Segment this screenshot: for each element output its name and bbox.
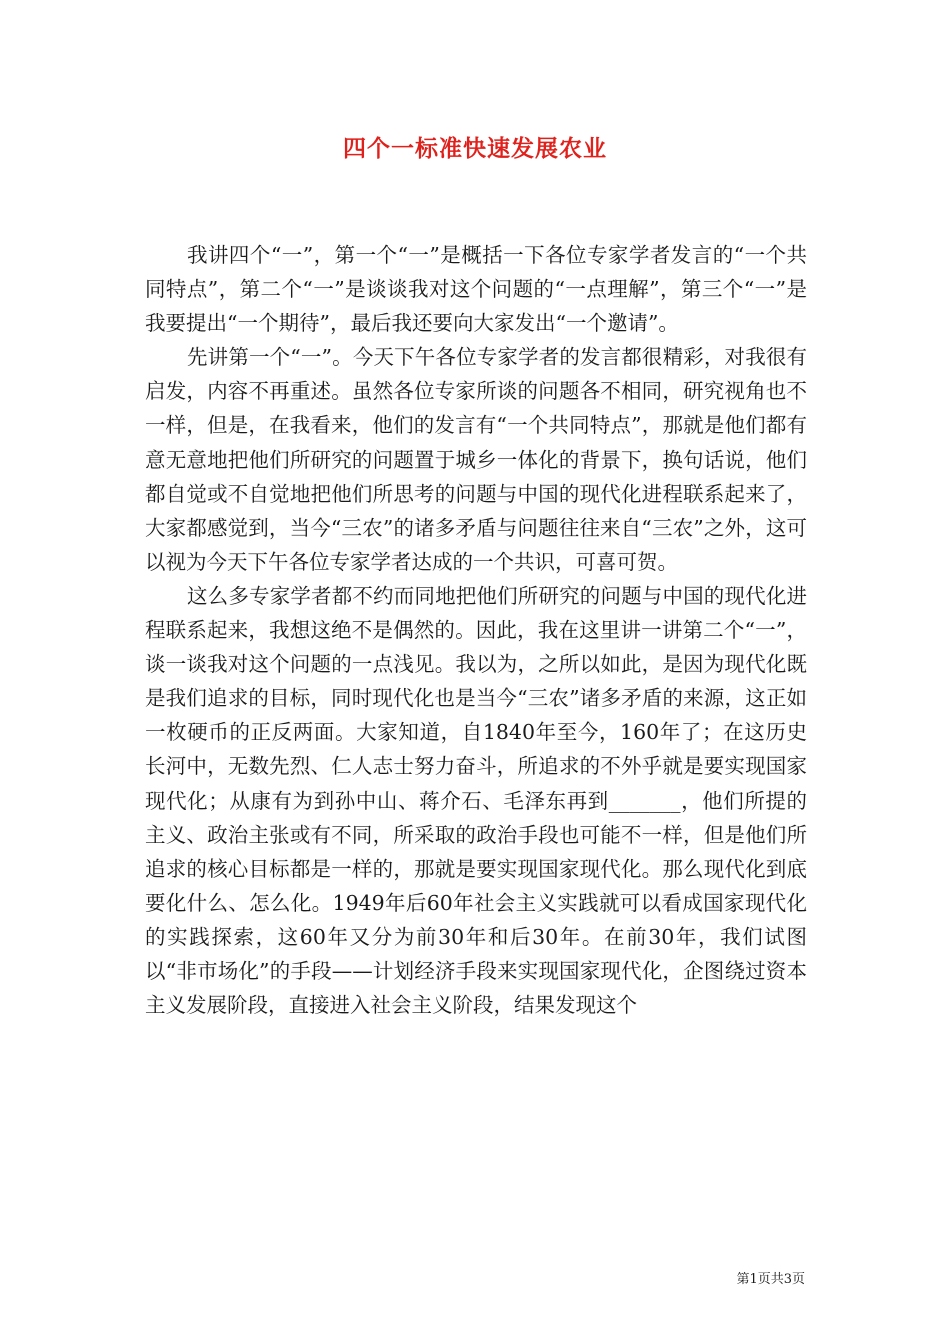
document-body bbox=[145, 238, 807, 1022]
document-title: 四个一标准快速发展农业 bbox=[343, 135, 607, 162]
paragraph-2: 先讲第一个“一”。今天下午各位专家学者的发言都很精彩，对我很有启发，内容不再重述。虽然各位专家所谈的问题各不相同，研究视角也不一样，但是，在我看来，他们的发言有“一个共同特点”，那就是他们都有意无意地把他们所研究的问题置于城乡一体化的背景下，换句话说，他们都自觉或不自觉地把他们所思考的问题与中国的现代化进程联系起来了，大家都感觉到，当今“三农”的诸多矛盾与问题往往来自“三农”之外，这可以视为今天下午各位专家学者达成的一个共识，可喜可贺。 bbox=[145, 345, 807, 574]
paragraph-3: 这么多专家学者都不约而同地把他们所研究的问题与中国的现代化进程联系起来，我想这绝不是偶然的。因此，我在这里讲一讲第二个“一”，谈一谈我对这个问题的一点浅见。我以为，之所以如此，是因为现代化既是我们追求的目标，同时现代化也是当今“三农”诸多矛盾的来源，这正如一枚硬币的正反两面。大家知道，自1840年至今，160年了；在这历史长河中，无数先烈、仁人志士努力奋斗，所追求的不外乎就是要实现国家现代化；从康有为到孙中山、蒋介石、毛泽东再到_______，他们所提的主义、政治主张或有不同，所采取的政治手段也可能不一样，但是他们所追求的核心目标都是一样的，那就是要实现国家现代化。那么现代化到底要化什么、怎么化。1949年后60年社会主义实践就可以看成国家现代化的实践探索，这60年又分为前30年和后30年。在前30年，我们试图以“非市场化”的手段——计划经济手段来实现国家现代化，企图绕过资本主义发展阶段，直接进入社会主义阶段，结果发现这个 bbox=[145, 583, 807, 1018]
paragraph-1: 我讲四个“一”，第一个“一”是概括一下各位专家学者发言的“一个共同特点”，第二个“一”是谈谈我对这个问题的“一点理解”，第三个“一”是我要提出“一个期待”，最后我还要向大家发出“一个邀请”。 bbox=[145, 243, 807, 336]
page-number-footer: 第1页共3页 bbox=[736, 1272, 805, 1287]
